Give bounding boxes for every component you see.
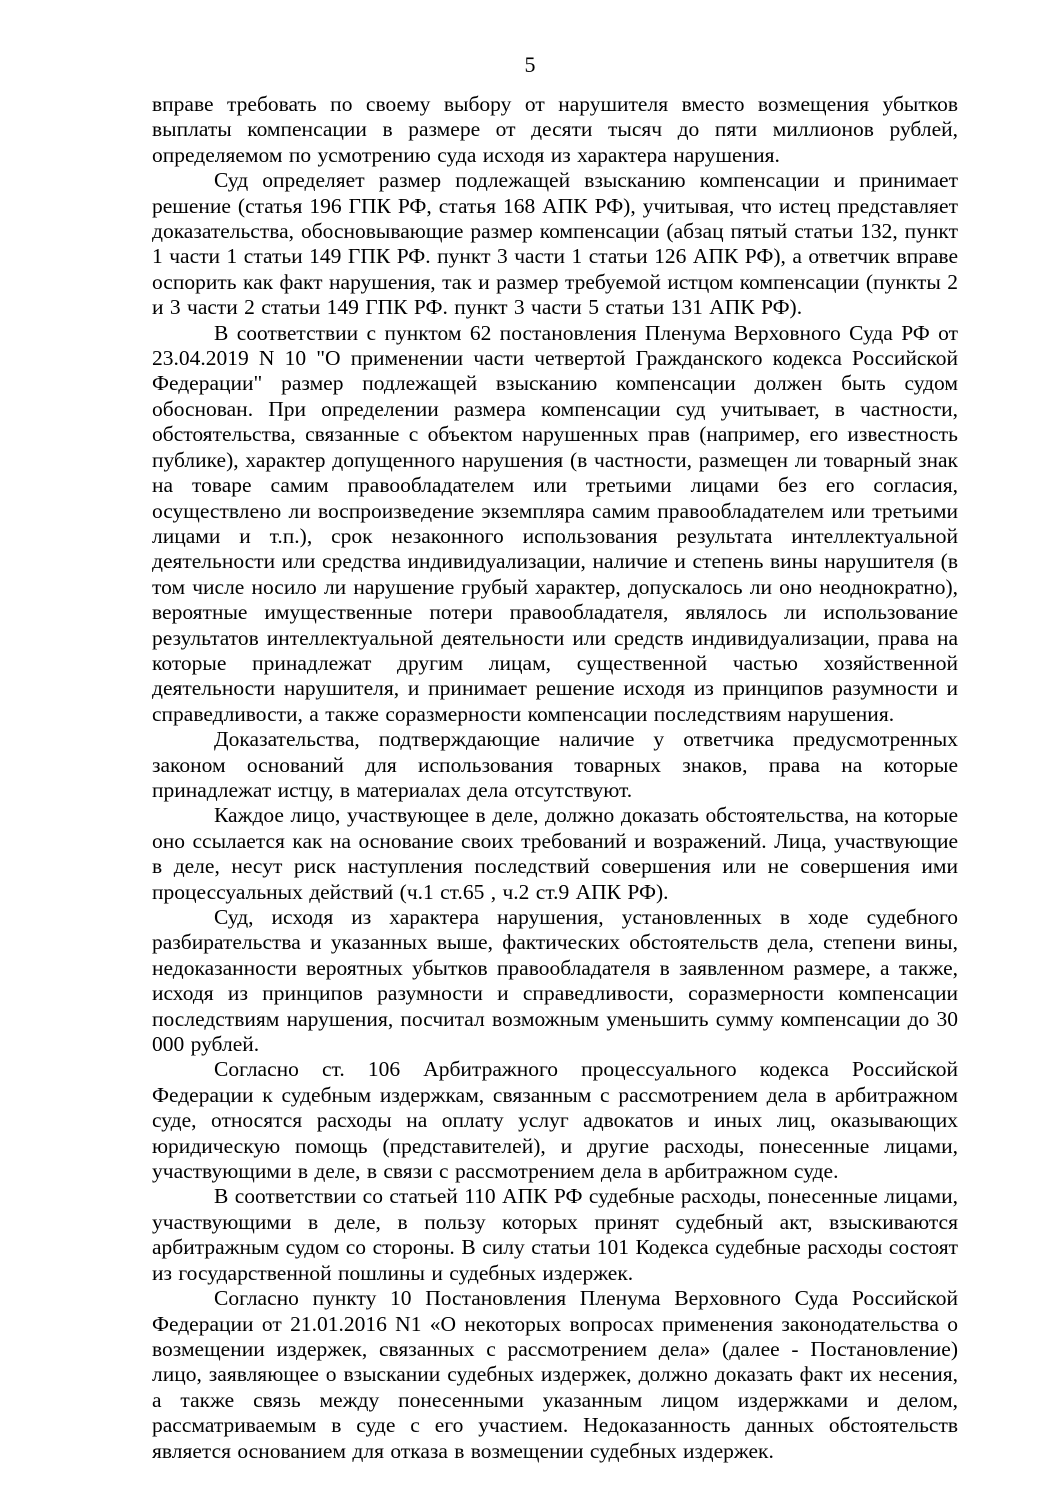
paragraph: Суд определяет размер подлежащей взысканию компенсации и принимает решение (статья 196 ГПК РФ, статья 168 АПК РФ), учитывая, что истец представляет доказательства, обосновывающие размер компенсации (абзац пятый статьи 132, пункт 1 части 1 статьи 149 ГПК РФ. пункт 3 части 1 статьи 126 АПК РФ), а ответчик вправе оспорить как факт нарушения, так и размер требуемой истцом компенсации (пункты 2 и 3 части 2 статьи 149 ГПК РФ. пункт 3 части 5 статьи 131 АПК РФ).: [152, 168, 958, 320]
paragraph: Каждое лицо, участвующее в деле, должно доказать обстоятельства, на которые оно ссылается как на основание своих требований и возражений. Лица, участвующие в деле, несут риск наступления последствий совершения или не совершения ими процессуальных действий (ч.1 ст.65 , ч.2 ст.9 АПК РФ).: [152, 803, 958, 904]
paragraph: Доказательства, подтверждающие наличие у ответчика предусмотренных законом оснований для использования товарных знаков, права на которые принадлежат истцу, в материалах дела отсутствуют.: [152, 727, 958, 802]
paragraph: Суд, исходя из характера нарушения, установленных в ходе судебного разбирательства и указанных выше, фактических обстоятельств дела, степени вины, недоказанности вероятных убытков правообладателя в заявленном размере, а также, исходя из принципов разумности и справедливости, соразмерности компенсации последствиям нарушения, посчитал возможным уменьшить сумму компенсации до 30 000 рублей.: [152, 905, 958, 1057]
paragraph: вправе требовать по своему выбору от нарушителя вместо возмещения убытков выплаты компенсации в размере от десяти тысяч до пяти миллионов рублей, определяемом по усмотрению суда исходя из характера нарушения.: [152, 92, 958, 167]
document-body: [152, 92, 958, 1464]
paragraph: Согласно пункту 10 Постановления Пленума Верховного Суда Российской Федерации от 21.01.2016 N1 «О некоторых вопросах применения законодательства о возмещении издержек, связанных с рассмотрением дела» (далее - Постановление) лицо, заявляющее о взыскании судебных издержек, должно доказать факт их несения, а также связь между понесенными указанным лицом издержками и делом, рассматриваемым в суде с его участием. Недоказанность данных обстоятельств является основанием для отказа в возмещении судебных издержек.: [152, 1286, 958, 1463]
paragraph: В соответствии со статьей 110 АПК РФ судебные расходы, понесенные лицами, участвующими в деле, в пользу которых принят судебный акт, взыскиваются арбитражным судом со стороны. В силу статьи 101 Кодекса судебные расходы состоят из государственной пошлины и судебных издержек.: [152, 1184, 958, 1285]
paragraph: В соответствии с пунктом 62 постановления Пленума Верховного Суда РФ от 23.04.2019 N 10 "О применении части четвертой Гражданского кодекса Российской Федерации" размер подлежащей взысканию компенсации должен быть судом обоснован. При определении размера компенсации суд учитывает, в частности, обстоятельства, связанные с объектом нарушенных прав (например, его известность публике), характер допущенного нарушения (в частности, размещен ли товарный знак на товаре самим правообладателем или третьими лицами без его согласия, осуществлено ли воспроизведение экземпляра самим правообладателем или третьими лицами и т.п.), срок незаконного использования результата интеллектуальной деятельности или средства индивидуализации, наличие и степень вины нарушителя (в том числе носило ли нарушение грубый характер, допускалось ли оно неоднократно), вероятные имущественные потери правообладателя, являлось ли использование результатов интеллектуальной деятельности или средств индивидуализации, права на которые принадлежат другим лицам, существенной частью хозяйственной деятельности нарушителя, и принимает решение исходя из принципов разумности и справедливости, а также соразмерности компенсации последствиям нарушения.: [152, 320, 958, 726]
paragraph: Согласно ст. 106 Арбитражного процессуального кодекса Российской Федерации к судебным издержкам, связанным с рассмотрением дела в арбитражном суде, относятся расходы на оплату услуг адвокатов и иных лиц, оказывающих юридическую помощь (представителей), и другие расходы, понесенные лицами, участвующими в деле, в связи с рассмотрением дела в арбитражном суде.: [152, 1057, 958, 1184]
page-number: 5: [524, 52, 536, 77]
